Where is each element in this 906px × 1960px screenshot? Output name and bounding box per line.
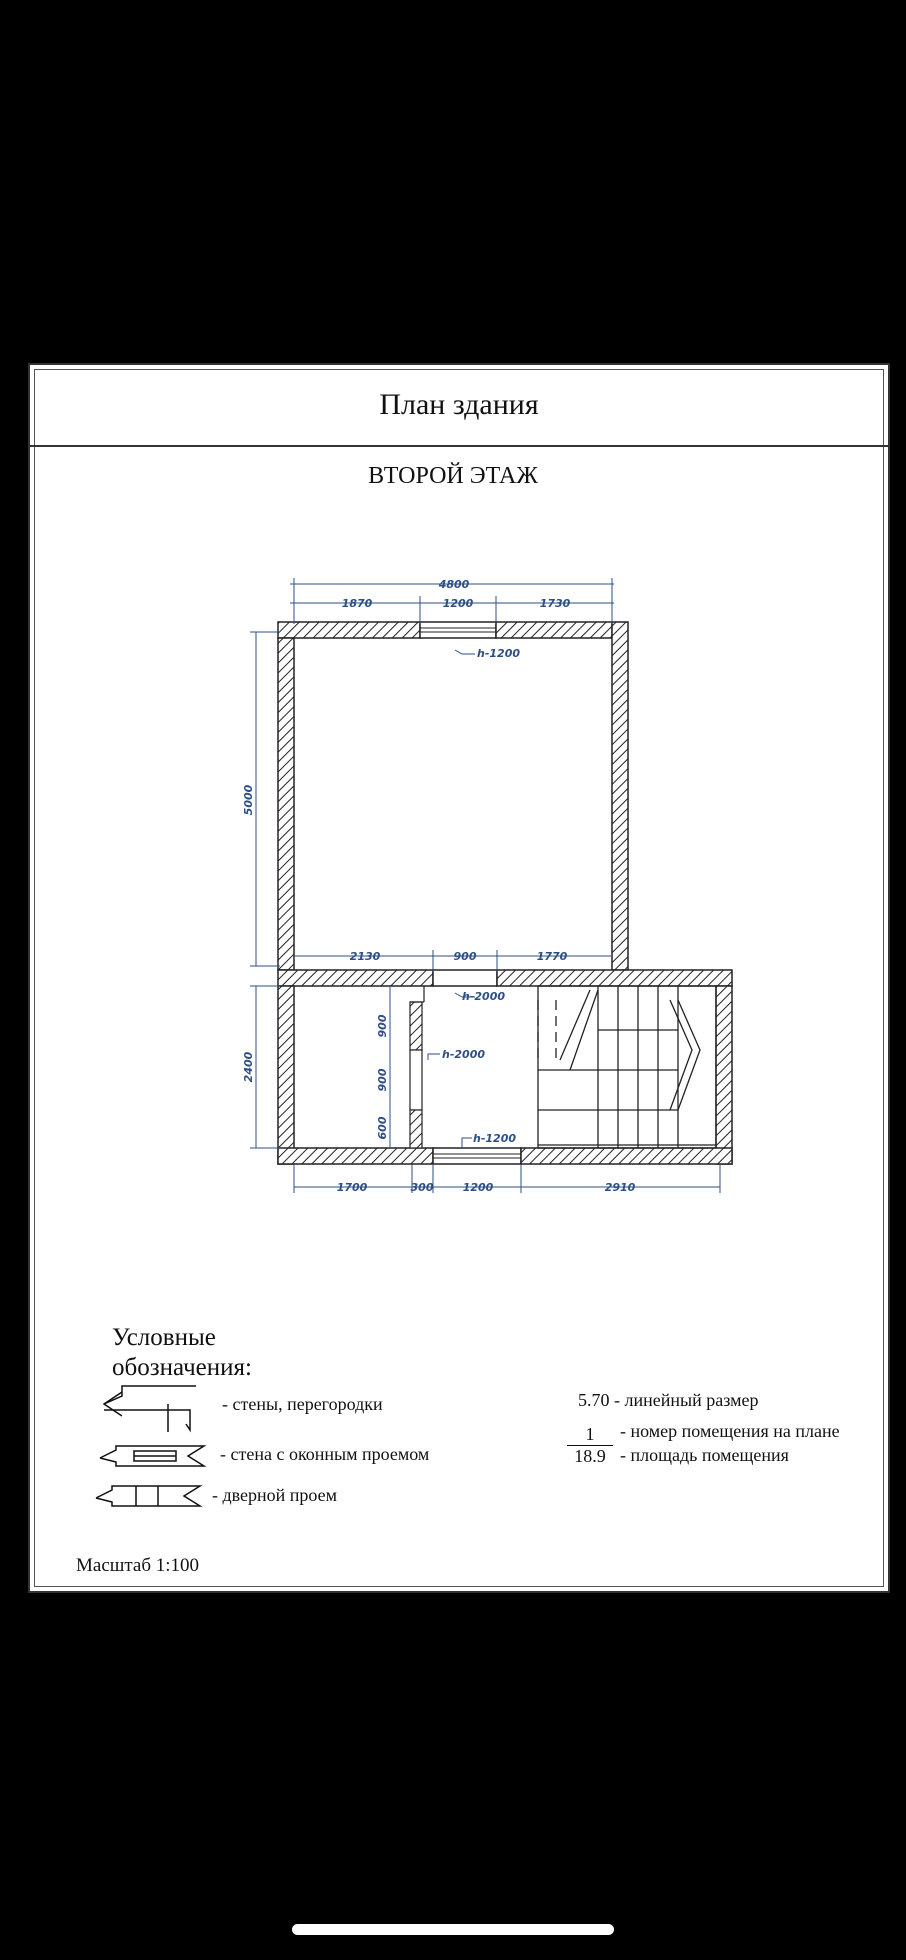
legend-linear-value: 5.70 [578,1390,610,1410]
door-symbol [96,1486,200,1506]
middle-wall [278,970,732,986]
legend-room-number-label: - номер помещения на плане [620,1421,840,1441]
dim-bottom-small: 300 [410,1181,434,1194]
legend-room-area-label: - площадь помещения [620,1445,789,1465]
top-window [420,622,496,638]
legend-room-fraction [567,1424,613,1467]
middle-door [433,970,497,986]
dim-bottom-right: 2910 [604,1181,636,1194]
dim-middle-door: 900 [453,950,477,963]
height-door-side: h-2000 [442,1048,486,1061]
dim-middle-right: 1770 [536,950,568,963]
staircase [538,986,716,1148]
height-door-top: h-2000 [462,990,506,1003]
dim-middle-left: 2130 [349,950,381,963]
dim-partition-1: 900 [376,1014,389,1038]
dim-left-upper: 5000 [242,784,255,816]
legend-room-number: 1 [567,1424,613,1446]
partition-door [410,1050,422,1110]
dim-partition-2: 900 [376,1068,389,1092]
home-indicator[interactable] [292,1924,614,1935]
legend-title-line2: обозначения: [112,1354,252,1381]
bottom-window [433,1148,521,1164]
dim-top-window: 1200 [442,597,474,610]
upper-room-walls [278,622,628,970]
legend-room-area: 18.9 [574,1446,606,1466]
legend-window-wall-label: - стена с оконным проемом [220,1444,430,1464]
legend-linear [578,1390,758,1411]
dim-bottom-left: 1700 [336,1181,368,1194]
dim-top-left: 1870 [341,597,373,610]
legend-linear-label: - линейный размер [614,1390,759,1410]
dim-left-lower: 2400 [242,1051,255,1083]
dim-bottom-window: 1200 [462,1181,494,1194]
dim-top-right: 1730 [539,597,571,610]
legend-walls-label: - стены, перегородки [222,1394,383,1414]
scale-label: Масштаб 1:100 [76,1555,200,1576]
dimension-lines [250,578,720,1193]
legend-symbols [96,1386,204,1506]
floor-subtitle: ВТОРОЙ ЭТАЖ [368,463,538,489]
sheet-title: План здания [379,388,539,421]
legend-title [112,1323,252,1383]
legend-title-line1: Условные [112,1324,216,1351]
dim-overall-width: 4800 [438,578,470,591]
dim-partition-3: 600 [376,1116,389,1140]
height-top-window: h-1200 [477,647,521,660]
height-bottom-window: h-1200 [473,1132,517,1145]
legend-door-label: - дверной проем [212,1485,338,1505]
